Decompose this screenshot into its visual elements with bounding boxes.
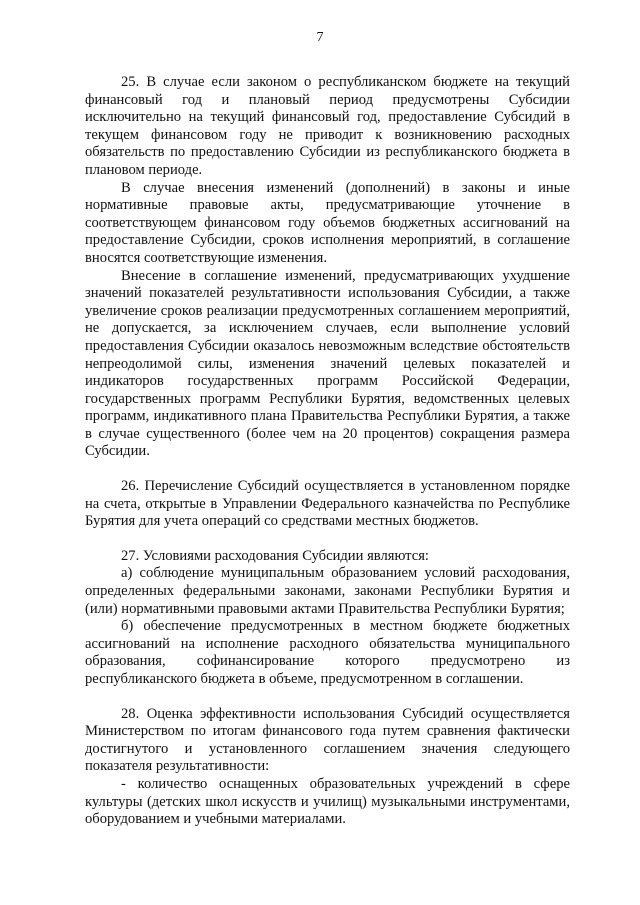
paragraph-25-amendments: В случае внесения изменений (дополнений) в законы и иные нормативные правовые акты, предусматривающие уточнение в соответствующем финансовом году объемов бюджетных ассигнований на предоставление Субсидии, сроков исполнения мероприятий, в соглашение вносятся соответствующие изменения.: [85, 179, 570, 266]
paragraph-28: 28. Оценка эффективности использования Субсидий осуществляется Министерством по итогам финансового года путем сравнения фактически достигнутого и установленного соглашением значения следующего показателя результативности:: [85, 705, 570, 775]
paragraph-25-restrictions: Внесение в соглашение изменений, предусматривающих ухудшение значений показателей результативности использования Субсидии, а также увеличение сроков реализации предусмотренных соглашением мероприятий, не допускается, за исключением случаев, если выполнение условий предоставления Субсидии оказалось невозможным вследствие обстоятельств непреодолимой силы, изменения значений целевых показателей и индикаторов государственных программ Российской Федерации, государственных программ Республики Бурятия, ведомственных целевых программ, индикативного плана Правительства Республики Бурятия, а также в случае существенного (более чем на 20 процентов) сокращения размера Субсидии.: [85, 267, 570, 460]
paragraph-26: 26. Перечисление Субсидий осуществляется в установленном порядке на счета, открытые в Управлении Федерального казначейства по Республике Бурятия для учета операций со средствами местных бюджетов.: [85, 478, 570, 530]
document-body: [85, 74, 570, 829]
paragraph-27-b: б) обеспечение предусмотренных в местном бюджете бюджетных ассигнований на исполнение расходного обязательства муниципального образования, софинансирование которого предусмотрено из республиканского бюджета в объеме, предусмотренном в соглашении.: [85, 618, 570, 687]
paragraph-27: 27. Условиями расходования Субсидии являются:: [121, 547, 429, 564]
paragraph-27-a: а) соблюдение муниципальным образованием условий расходования, определенных федеральными законами, законами Республики Бурятия и (или) нормативными правовыми актами Правительства Республики Бурятия;: [85, 565, 570, 617]
page-number: 7: [316, 30, 324, 45]
paragraph-28-indicator: - количество оснащенных образовательных учреждений в сфере культуры (детских школ искусств и училищ) музыкальными инструментами, оборудованием и учебными материалами.: [85, 775, 570, 828]
paragraph-25: 25. В случае если законом о республиканском бюджете на текущий финансовый год и плановый период предусмотрены Субсидии исключительно на текущий финансовый год, предоставление Субсидий в текущем финансовом году не приводит к возникновению расходных обязательств по предоставлению Субсидии из республиканского бюджета в плановом периоде.: [85, 74, 570, 178]
